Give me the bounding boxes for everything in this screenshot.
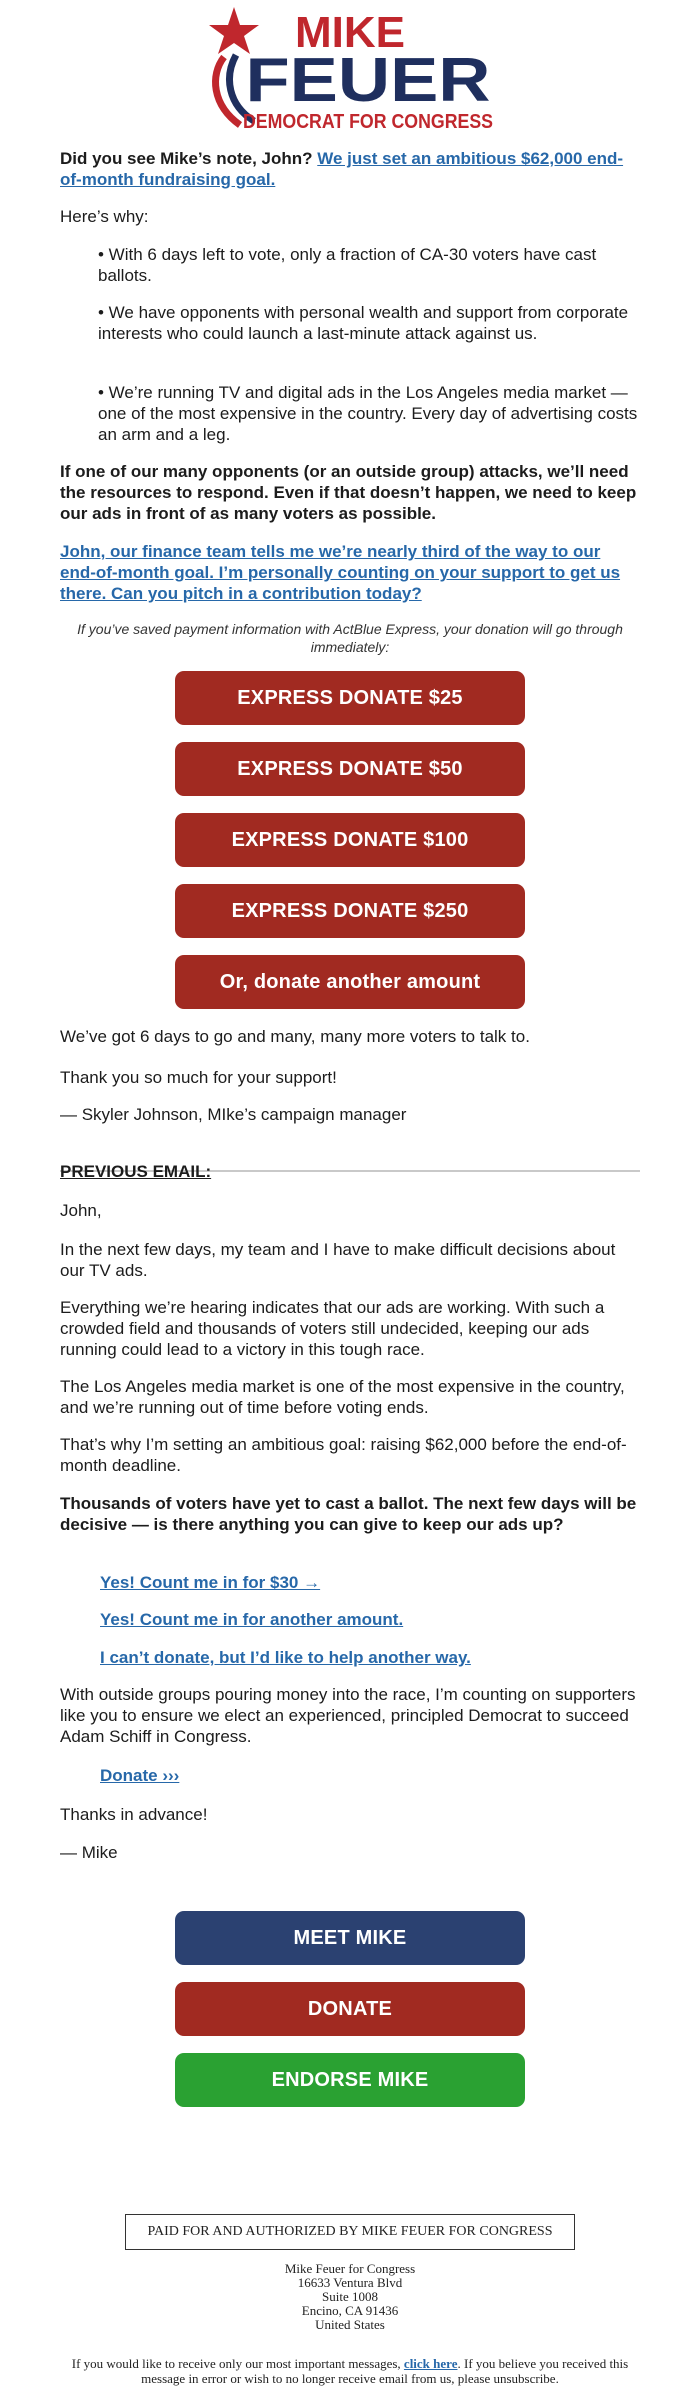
ask-link[interactable]: John, our finance team tells me we’re nearly third of the way to our end-of-month goal. I’m personally counting on your support to get us there. Can you pitch in a contribution today? bbox=[60, 542, 621, 603]
address-line-4: Encino, CA 91436 bbox=[301, 2303, 399, 2318]
previous-bold-para: Thousands of voters have yet to cast a ballot. The next few days will be decisive — is there anything you can give to keep our ads up? bbox=[60, 1494, 637, 1534]
donate-button[interactable]: DONATE bbox=[175, 1982, 525, 2036]
unsub-pre: If you would like to receive only our most important messages, bbox=[71, 2356, 401, 2371]
mike-signature: — Mike bbox=[60, 1843, 118, 1862]
bullet-2: • We have opponents with personal wealth and support from corporate interests who could launch a last-minute attack against us. bbox=[98, 303, 629, 343]
address-line-2: 16633 Ventura Blvd bbox=[297, 2275, 403, 2290]
goal-link[interactable]: We just set an ambitious $62,000 end-of-month fundraising goal. bbox=[60, 149, 624, 189]
bullet-1: • With 6 days left to vote, only a fraction of CA-30 voters have cast ballots. bbox=[98, 245, 597, 285]
meet-mike-button[interactable]: MEET MIKE bbox=[175, 1911, 525, 1965]
thanks-line: Thanks in advance! bbox=[60, 1805, 208, 1824]
express-note: If you’ve saved payment information with ActBlue Express, your donation will go through immediately: bbox=[77, 621, 623, 655]
address-line-3: Suite 1008 bbox=[322, 2289, 378, 2304]
express-donate-100-button[interactable]: EXPRESS DONATE $100 bbox=[175, 813, 525, 867]
paid-for-disclaimer bbox=[125, 2214, 575, 2250]
count-me-in-30-link[interactable]: Yes! Count me in for $30 → bbox=[100, 1573, 321, 1592]
help-another-way-link[interactable]: I can’t donate, but I’d like to help another way. bbox=[100, 1648, 471, 1667]
unsub-post: . If you believe you received this message in error or wish to no longer receive email from us, please unsubscribe. bbox=[141, 2356, 629, 2386]
heres-why: Here’s why: bbox=[60, 207, 149, 226]
logo-tagline: DEMOCRAT FOR CONGRESS bbox=[243, 111, 493, 133]
previous-para-3: The Los Angeles media market is one of the most expensive in the country, and we’re running out of time before voting ends. bbox=[60, 1377, 625, 1417]
endorse-mike-button[interactable]: ENDORSE MIKE bbox=[175, 2053, 525, 2107]
express-donate-50-button[interactable]: EXPRESS DONATE $50 bbox=[175, 742, 525, 796]
previous-para-4: That’s why I’m setting an ambitious goal: raising $62,000 before the end-of-month deadline. bbox=[60, 1435, 627, 1475]
bold-paragraph: If one of our many opponents (or an outside group) attacks, we’ll need the resources to respond. Even if that doesn’t happen, we need to keep our ads in front of as many voters as possible. bbox=[60, 462, 637, 523]
logo-first-name: MIKE bbox=[295, 8, 405, 57]
closing-line-1: We’ve got 6 days to go and many, many more voters to talk to. bbox=[60, 1027, 530, 1046]
address-line-1: Mike Feuer for Congress bbox=[284, 2261, 416, 2276]
greeting-bold: Did you see Mike’s note, John? bbox=[60, 149, 313, 168]
campaign-logo bbox=[200, 5, 520, 140]
paid-for-text: PAID FOR AND AUTHORIZED BY MIKE FEUER FOR CONGRESS bbox=[147, 2224, 553, 2239]
bullet-3: • We’re running TV and digital ads in the Los Angeles media market — one of the most expensive in the country. Every day of advertising costs an arm and a leg. bbox=[98, 383, 638, 444]
donate-other-amount-button[interactable]: Or, donate another amount bbox=[175, 955, 525, 1009]
click-here-link[interactable]: click here bbox=[403, 2356, 458, 2371]
intro-greeting bbox=[60, 148, 640, 190]
previous-para-1: In the next few days, my team and I have to make difficult decisions about our TV ads. bbox=[60, 1240, 616, 1280]
express-donate-25-button[interactable]: EXPRESS DONATE $25 bbox=[175, 671, 525, 725]
logo-last-name: FEUER bbox=[245, 46, 491, 115]
count-me-in-other-link[interactable]: Yes! Count me in for another amount. bbox=[100, 1610, 404, 1629]
unsubscribe-note bbox=[60, 2356, 640, 2386]
closing-line-2: Thank you so much for your support! bbox=[60, 1068, 337, 1087]
express-donate-250-button[interactable]: EXPRESS DONATE $250 bbox=[175, 884, 525, 938]
previous-email-heading: PREVIOUS EMAIL: bbox=[60, 1162, 212, 1181]
previous-para-2: Everything we’re hearing indicates that our ads are working. With such a crowded field and thousands of voters still undecided, keeping our ads running could lead to a victory in this tough race. bbox=[60, 1298, 605, 1359]
signature: — Skyler Johnson, MIke’s campaign manager bbox=[60, 1105, 407, 1124]
donate-link[interactable]: Donate ››› bbox=[100, 1766, 180, 1785]
address-line-5: United States bbox=[315, 2317, 385, 2332]
previous-para-after: With outside groups pouring money into the race, I’m counting on supporters like you to ensure we elect an experienced, principled Democrat to succeed Adam Schiff in Congress. bbox=[60, 1685, 636, 1746]
previous-salutation: John, bbox=[60, 1201, 102, 1220]
